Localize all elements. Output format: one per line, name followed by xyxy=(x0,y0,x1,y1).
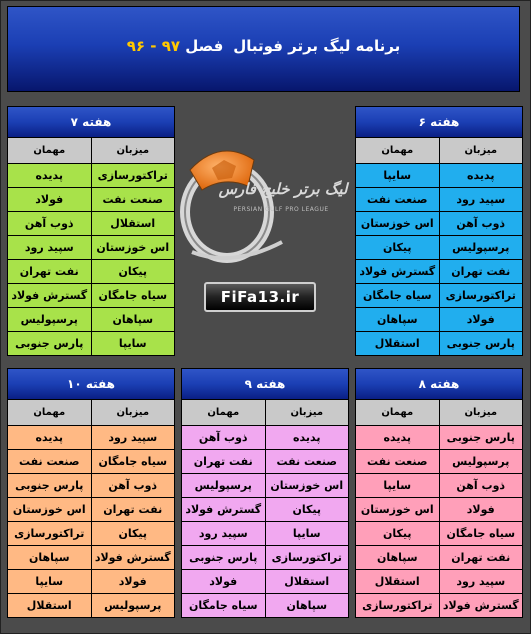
logo-english-text: PERSIAN GULF PRO LEAGUE xyxy=(233,206,329,213)
match-row xyxy=(8,235,174,259)
host-team: فولاد xyxy=(439,498,523,521)
title-main: برنامه لیگ برتر فوتبال xyxy=(233,37,401,55)
host-team: استقلال xyxy=(265,570,349,593)
guest-column-header: مهمان xyxy=(33,145,66,156)
match-row xyxy=(182,521,348,545)
week-8-table xyxy=(355,368,523,618)
guest-team: تراکتورسازی xyxy=(362,599,433,612)
match-row xyxy=(182,593,348,617)
guest-team: ذوب آهن xyxy=(198,431,248,444)
guest-team: سپاهان xyxy=(28,551,70,564)
host-team: صنعت نفت xyxy=(91,188,175,211)
host-team: سپید رود xyxy=(439,570,523,593)
match-row xyxy=(8,163,174,187)
guest-column-header: مهمان xyxy=(207,407,240,418)
match-row xyxy=(8,259,174,283)
match-row xyxy=(8,449,174,473)
match-row xyxy=(8,569,174,593)
week-10-rows xyxy=(8,425,174,617)
match-row xyxy=(182,473,348,497)
guest-team: نفت تهران xyxy=(193,455,253,468)
host-team: سیاه جامگان xyxy=(439,522,523,545)
host-team: پدیده xyxy=(439,164,523,187)
week-6-rows xyxy=(356,163,522,355)
guest-team: اس خوزستان xyxy=(12,503,86,516)
host-team: تراکتورسازی xyxy=(265,546,349,569)
guest-team: فولاد xyxy=(209,575,238,588)
guest-team: پیکان xyxy=(382,241,412,254)
guest-team: گسترش فولاد xyxy=(185,503,262,516)
week-8-rows xyxy=(356,425,522,617)
host-team: اس خوزستان xyxy=(91,236,175,259)
guest-team: صنعت نفت xyxy=(367,455,428,468)
column-headers xyxy=(182,399,348,425)
week-8-header: هفته ۸ xyxy=(356,369,522,399)
guest-team: اس خوزستان xyxy=(360,217,434,230)
guest-team: نفت تهران xyxy=(19,265,79,278)
host-team: پیکان xyxy=(91,522,175,545)
guest-team: ذوب آهن xyxy=(24,217,74,230)
match-row xyxy=(8,497,174,521)
match-row xyxy=(356,331,522,355)
match-row xyxy=(8,593,174,617)
match-row xyxy=(356,425,522,449)
host-team: سیاه جامگان xyxy=(91,284,175,307)
guest-team: پارس جنوبی xyxy=(15,337,84,350)
host-column-header: میزبان xyxy=(91,400,175,425)
host-team: پرسپولیس xyxy=(91,594,175,617)
host-column-header: میزبان xyxy=(439,138,523,163)
match-row xyxy=(182,569,348,593)
guest-team: سپید رود xyxy=(24,241,74,254)
host-team: سپاهان xyxy=(265,594,349,617)
host-team: پیکان xyxy=(91,260,175,283)
host-team: تراکتورسازی xyxy=(91,164,175,187)
host-team: ذوب آهن xyxy=(91,474,175,497)
host-team: ذوب آهن xyxy=(439,212,523,235)
guest-team: تراکتورسازی xyxy=(14,527,85,540)
match-row xyxy=(356,235,522,259)
guest-team: سایپا xyxy=(383,169,412,182)
column-headers xyxy=(8,137,174,163)
guest-team: سایپا xyxy=(383,479,412,492)
guest-team: پرسپولیس xyxy=(194,479,252,492)
guest-team: گسترش فولاد xyxy=(359,265,436,278)
guest-team: پارس جنوبی xyxy=(15,479,84,492)
column-headers xyxy=(8,399,174,425)
match-row xyxy=(8,425,174,449)
match-row xyxy=(356,307,522,331)
guest-column-header: مهمان xyxy=(33,407,66,418)
guest-team: پدیده xyxy=(35,431,63,444)
host-team: سایپا xyxy=(265,522,349,545)
season-label: فصل xyxy=(185,37,224,55)
match-row xyxy=(8,521,174,545)
host-team: پرسپولیس xyxy=(439,450,523,473)
page-title xyxy=(8,37,519,55)
match-row xyxy=(356,283,522,307)
host-team: اس خوزستان xyxy=(265,474,349,497)
host-team: سیاه جامگان xyxy=(91,450,175,473)
host-column-header: میزبان xyxy=(265,400,349,425)
host-column-header: میزبان xyxy=(439,400,523,425)
match-row xyxy=(8,187,174,211)
match-row xyxy=(8,331,174,355)
host-team: ذوب آهن xyxy=(439,474,523,497)
guest-team: سپاهان xyxy=(376,313,418,326)
match-row xyxy=(356,259,522,283)
league-logo-icon xyxy=(172,130,352,270)
season-value: ۹۷ - ۹۶ xyxy=(126,37,181,55)
site-badge: FiFa13.ir xyxy=(204,282,316,312)
host-team: استقلال xyxy=(91,212,175,235)
host-team: پرسپولیس xyxy=(439,236,523,259)
match-row xyxy=(8,211,174,235)
host-team: گسترش فولاد xyxy=(439,594,523,617)
host-team: فولاد xyxy=(91,570,175,593)
match-row xyxy=(356,187,522,211)
week-7-rows xyxy=(8,163,174,355)
host-team: پارس جنوبی xyxy=(439,332,523,355)
match-row xyxy=(8,473,174,497)
guest-team: سیاه جامگان xyxy=(188,599,258,612)
column-headers xyxy=(356,137,522,163)
host-team: گسترش فولاد xyxy=(91,546,175,569)
host-team: پدیده xyxy=(265,426,349,449)
guest-team: استقلال xyxy=(374,337,420,350)
host-team: نفت تهران xyxy=(91,498,175,521)
week-6-table xyxy=(355,106,523,356)
guest-team: سپاهان xyxy=(376,551,418,564)
guest-team: استقلال xyxy=(26,599,72,612)
host-team: فولاد xyxy=(439,308,523,331)
host-team: سپاهان xyxy=(91,308,175,331)
match-row xyxy=(356,449,522,473)
host-team: سپید رود xyxy=(91,426,175,449)
week-10-table xyxy=(7,368,175,618)
match-row xyxy=(356,497,522,521)
column-headers xyxy=(356,399,522,425)
match-row xyxy=(356,569,522,593)
match-row xyxy=(356,163,522,187)
host-column-header: میزبان xyxy=(91,138,175,163)
guest-team: گسترش فولاد xyxy=(11,289,88,302)
week-10-header: هفته ۱۰ xyxy=(8,369,174,399)
guest-team: سپید رود xyxy=(198,527,248,540)
guest-team: پارس جنوبی xyxy=(189,551,258,564)
match-row xyxy=(182,545,348,569)
guest-team: صنعت نفت xyxy=(19,455,80,468)
match-row xyxy=(356,473,522,497)
match-row xyxy=(8,307,174,331)
host-team: تراکتورسازی xyxy=(439,284,523,307)
guest-column-header: مهمان xyxy=(381,145,414,156)
guest-team: پیکان xyxy=(382,527,412,540)
week-9-table xyxy=(181,368,349,618)
week-6-header: هفته ۶ xyxy=(356,107,522,137)
guest-team: پدیده xyxy=(35,169,63,182)
guest-team: صنعت نفت xyxy=(367,193,428,206)
logo-persian-text: لیگ برتر خلیج فارس xyxy=(218,180,348,198)
match-row xyxy=(182,497,348,521)
guest-team: سیاه جامگان xyxy=(362,289,432,302)
guest-team: پرسپولیس xyxy=(20,313,78,326)
guest-team: اس خوزستان xyxy=(360,503,434,516)
match-row xyxy=(356,521,522,545)
week-7-header: هفته ۷ xyxy=(8,107,174,137)
host-team: نفت تهران xyxy=(439,260,523,283)
guest-team: پدیده xyxy=(383,431,411,444)
league-logo xyxy=(172,130,352,270)
host-team: پیکان xyxy=(265,498,349,521)
guest-team: استقلال xyxy=(374,575,420,588)
host-team: سپید رود xyxy=(439,188,523,211)
match-row xyxy=(8,283,174,307)
host-team: پارس جنوبی xyxy=(439,426,523,449)
match-row xyxy=(356,593,522,617)
week-9-header: هفته ۹ xyxy=(182,369,348,399)
match-row xyxy=(356,545,522,569)
guest-column-header: مهمان xyxy=(381,407,414,418)
host-team: سایپا xyxy=(91,332,175,355)
match-row xyxy=(182,449,348,473)
match-row xyxy=(356,211,522,235)
week-9-rows xyxy=(182,425,348,617)
host-team: صنعت نفت xyxy=(265,450,349,473)
match-row xyxy=(8,545,174,569)
match-row xyxy=(182,425,348,449)
week-7-table xyxy=(7,106,175,356)
guest-team: فولاد xyxy=(35,193,64,206)
guest-team: سایپا xyxy=(35,575,64,588)
host-team: نفت تهران xyxy=(439,546,523,569)
title-banner xyxy=(7,6,520,92)
